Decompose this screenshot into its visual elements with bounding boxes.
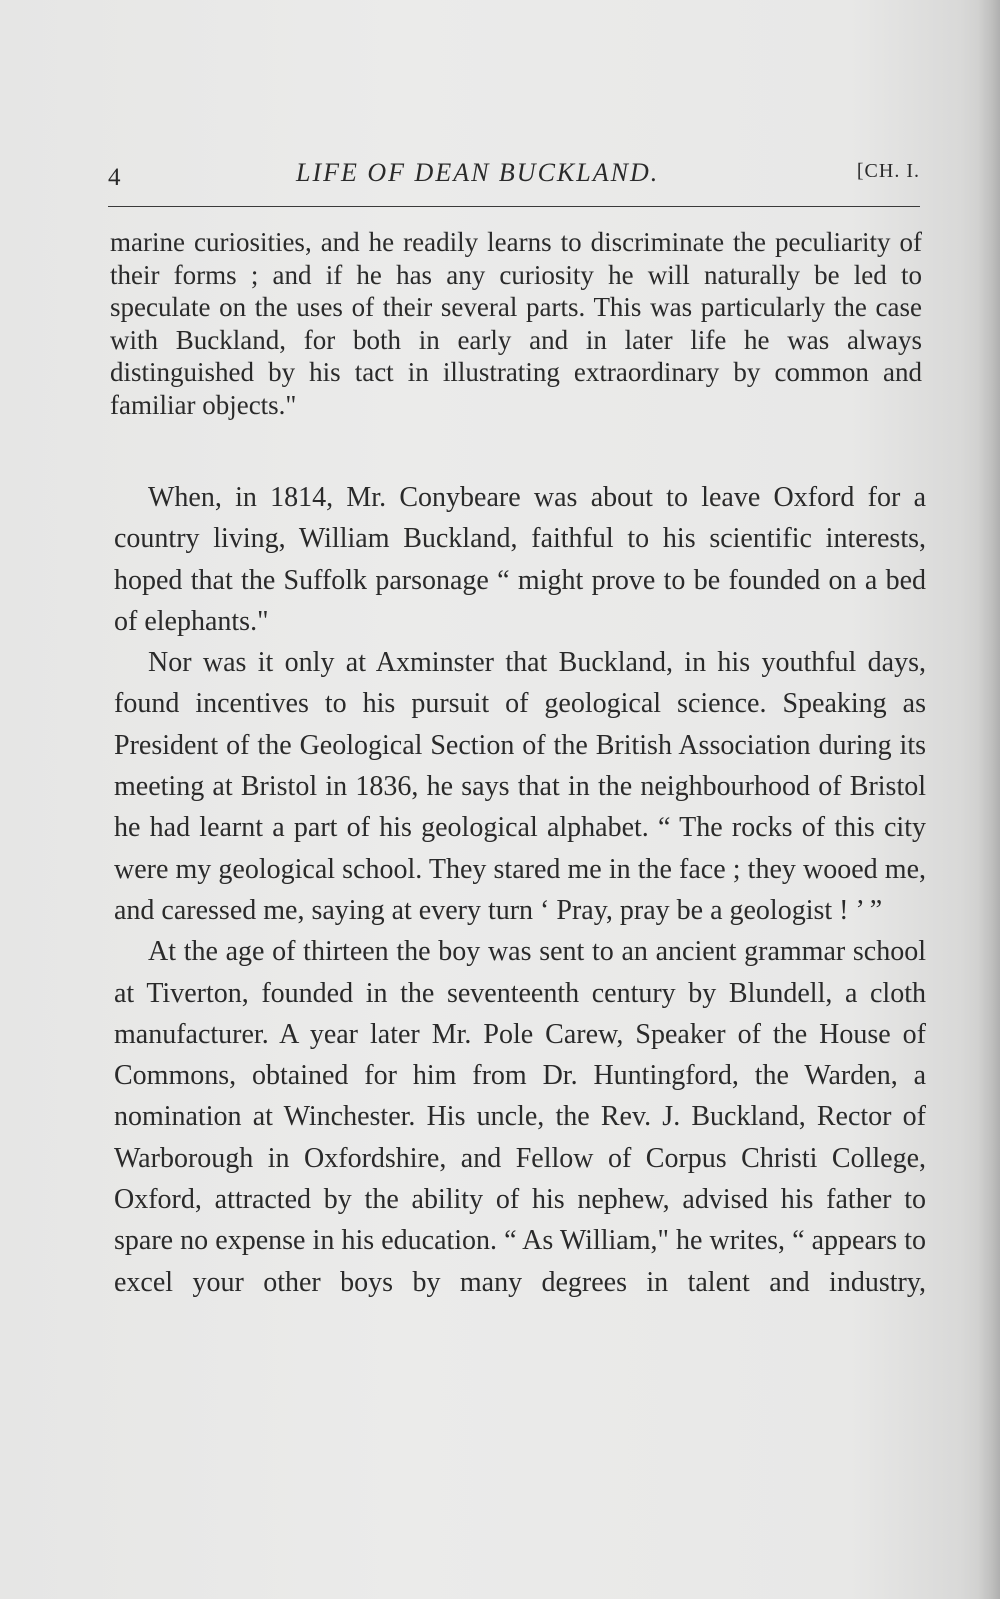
running-title: LIFE OF DEAN BUCKLAND. xyxy=(296,158,660,187)
quote-continuation-paragraph: marine curiosities, and he readily learns to discriminate the peculiarity of their forms ; and if he has any curiosity he will naturally be led to speculate on the uses of their several parts. This was particularly the case with Buckland, for both in early and in later life he was always distinguished by his tact in illustrating extraordinary by common and familiar objects." xyxy=(110,227,922,420)
header-rule xyxy=(108,206,920,207)
page-number: 4 xyxy=(108,164,122,191)
paragraph-axminster: Nor was it only at Axminster that Buckland, in his youthful days, found incentives to his pursuit of geological science. Speaking as President of the Geological Section of the British Association during its meeting at Bristol in 1836, he says that in the neighbourhood of Bristol he had learnt a part of his geological alphabet. “ The rocks of this city were my geological school. They stared me in the face ; they wooed me, and caressed me, saying at every turn ‘ Pray, pray be a geologist ! ’ ” xyxy=(114,647,926,926)
paragraph-tiverton: At the age of thirteen the boy was sent to an ancient grammar school at Tiverton, founded in the seventeenth century by Blundell, a cloth manufacturer. A year later Mr. Pole Carew, Speaker of the House of Commons, obtained for him from Dr. Huntingford, the Warden, a nomination at Winchester. His uncle, the Rev. J. Buckland, Rector of Warborough in Oxfordshire, and Fellow of Corpus Christi College, Oxford, attracted by the ability of his nephew, advised his father to spare no expense in his education. “ As William," he writes, “ appears to excel your other boys by many degrees in talent and industry, xyxy=(114,936,926,1298)
chapter-reference: [CH. I. xyxy=(856,160,920,182)
paragraph-conybeare: When, in 1814, Mr. Conybeare was about to leave Oxford for a country living, William Buckland, faithful to his scientific interests, hoped that the Suffolk parsonage “ might prove to be founded on a bed of elephants." xyxy=(114,482,926,637)
quote-continuation-block xyxy=(110,226,922,421)
body-text xyxy=(114,477,926,1303)
page-edge-shadow xyxy=(978,0,1000,1599)
running-head xyxy=(108,158,920,198)
